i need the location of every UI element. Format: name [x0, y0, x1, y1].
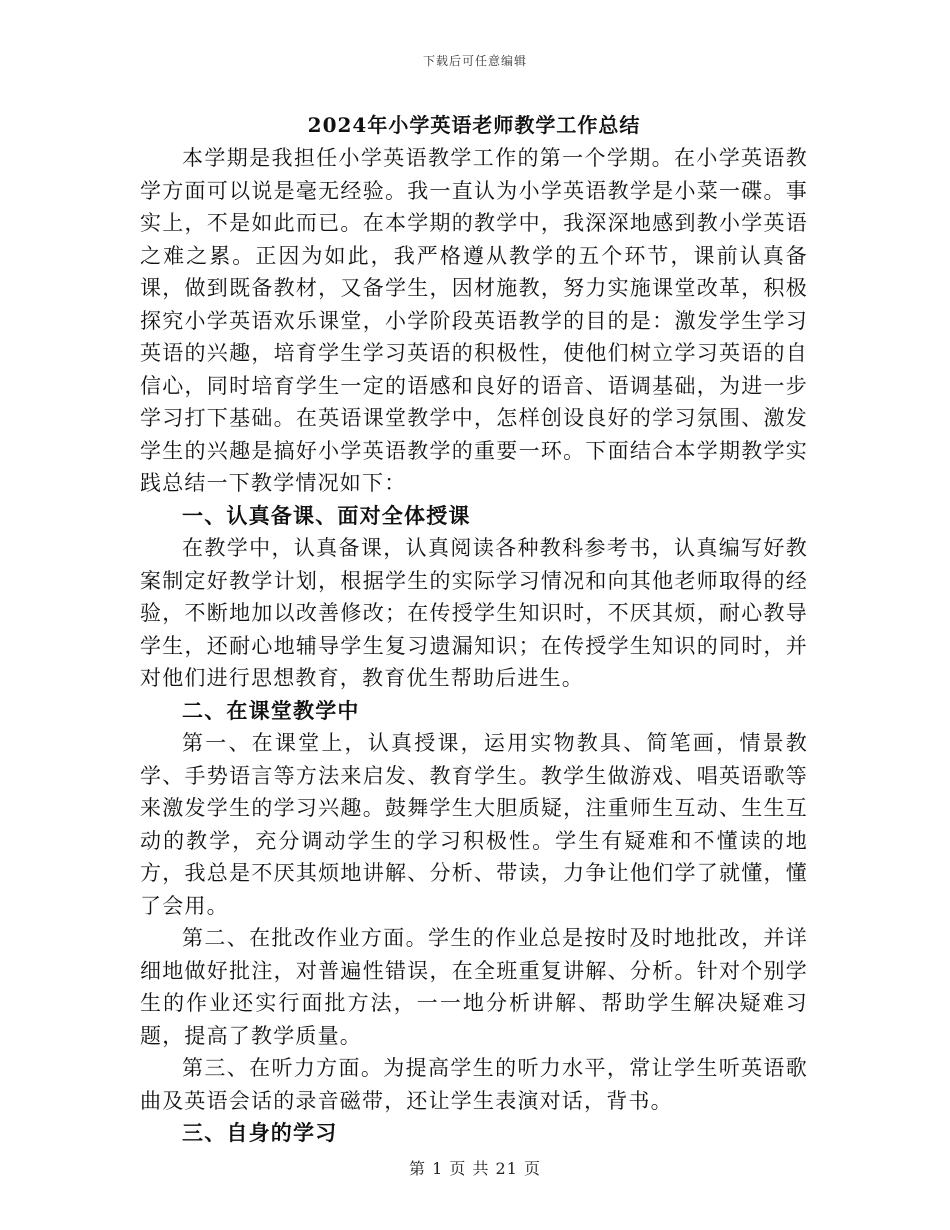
page-number: 第 1 页 共 21 页	[409, 1159, 541, 1178]
section-2-paragraph-2: 第二、在批改作业方面。学生的作业总是按时及时地批改，并详细地做好批注，对普遍性错误，在全班重复讲解、分析。针对个别学生的作业还实行面批方法，一一地分析讲解、帮助学生解决疑难习题，提高了教学质量。	[140, 926, 808, 1048]
section-1-paragraph: 在教学中，认真备课，认真阅读各种教科参考书，认真编写好教案制定好教学计划，根据学生的实际学习情况和向其他老师取得的经验，不断地加以改善修改；在传授学生知识时，不厌其烦，耐心教导学生，还耐心地辅导学生复习遗漏知识；在传授学生知识的同时，并对他们进行思想教育，教育优生帮助后进生。	[140, 536, 808, 690]
section-heading-1: 一、认真备课、面对全体授课	[182, 502, 471, 528]
section-2-paragraph-3: 第三、在听力方面。为提高学生的听力水平，常让学生听英语歌曲及英语会话的录音磁带，还让学生表演对话，背书。	[140, 1056, 808, 1113]
document-body	[140, 108, 808, 1150]
section-heading-3: 三、自身的学习	[182, 1120, 338, 1145]
section-heading-2: 二、在课堂教学中	[182, 697, 360, 723]
section-2-paragraph-1: 第一、在课堂上，认真授课，运用实物教具、简笔画，情景教学、手势语言等方法来启发、教育学生。教学生做游戏、唱英语歌等来激发学生的学习兴趣。鼓舞学生大胆质疑，注重师生互动、生生互动的教学，充分调动学生的学习积极性。学生有疑难和不懂读的地方，我总是不厌其烦地讲解、分析、带读，力争让他们学了就懂，懂了会用。	[140, 731, 808, 918]
document-title: 2024年小学英语老师教学工作总结	[307, 113, 641, 137]
header-note: 下载后可任意编辑	[422, 54, 527, 68]
intro-paragraph: 本学期是我担任小学英语教学工作的第一个学期。在小学英语教学方面可以说是毫无经验。我一直认为小学英语教学是小菜一碟。事实上，不是如此而已。在本学期的教学中，我深深地感到教小学英语之难之累。正因为如此，我严格遵从教学的五个环节，课前认真备课，做到既备教材，又备学生，因材施教，努力实施课堂改革，积极探究小学英语欢乐课堂，小学阶段英语教学的目的是：激发学生学习英语的兴趣，培育学生学习英语的积极性，使他们树立学习英语的自信心，同时培育学生一定的语感和良好的语音、语调基础，为进一步学习打下基础。在英语课堂教学中，怎样创设良好的学习氛围、激发学生的兴趣是搞好小学英语教学的重要一环。下面结合本学期教学实践总结一下教学情况如下：	[140, 146, 808, 495]
